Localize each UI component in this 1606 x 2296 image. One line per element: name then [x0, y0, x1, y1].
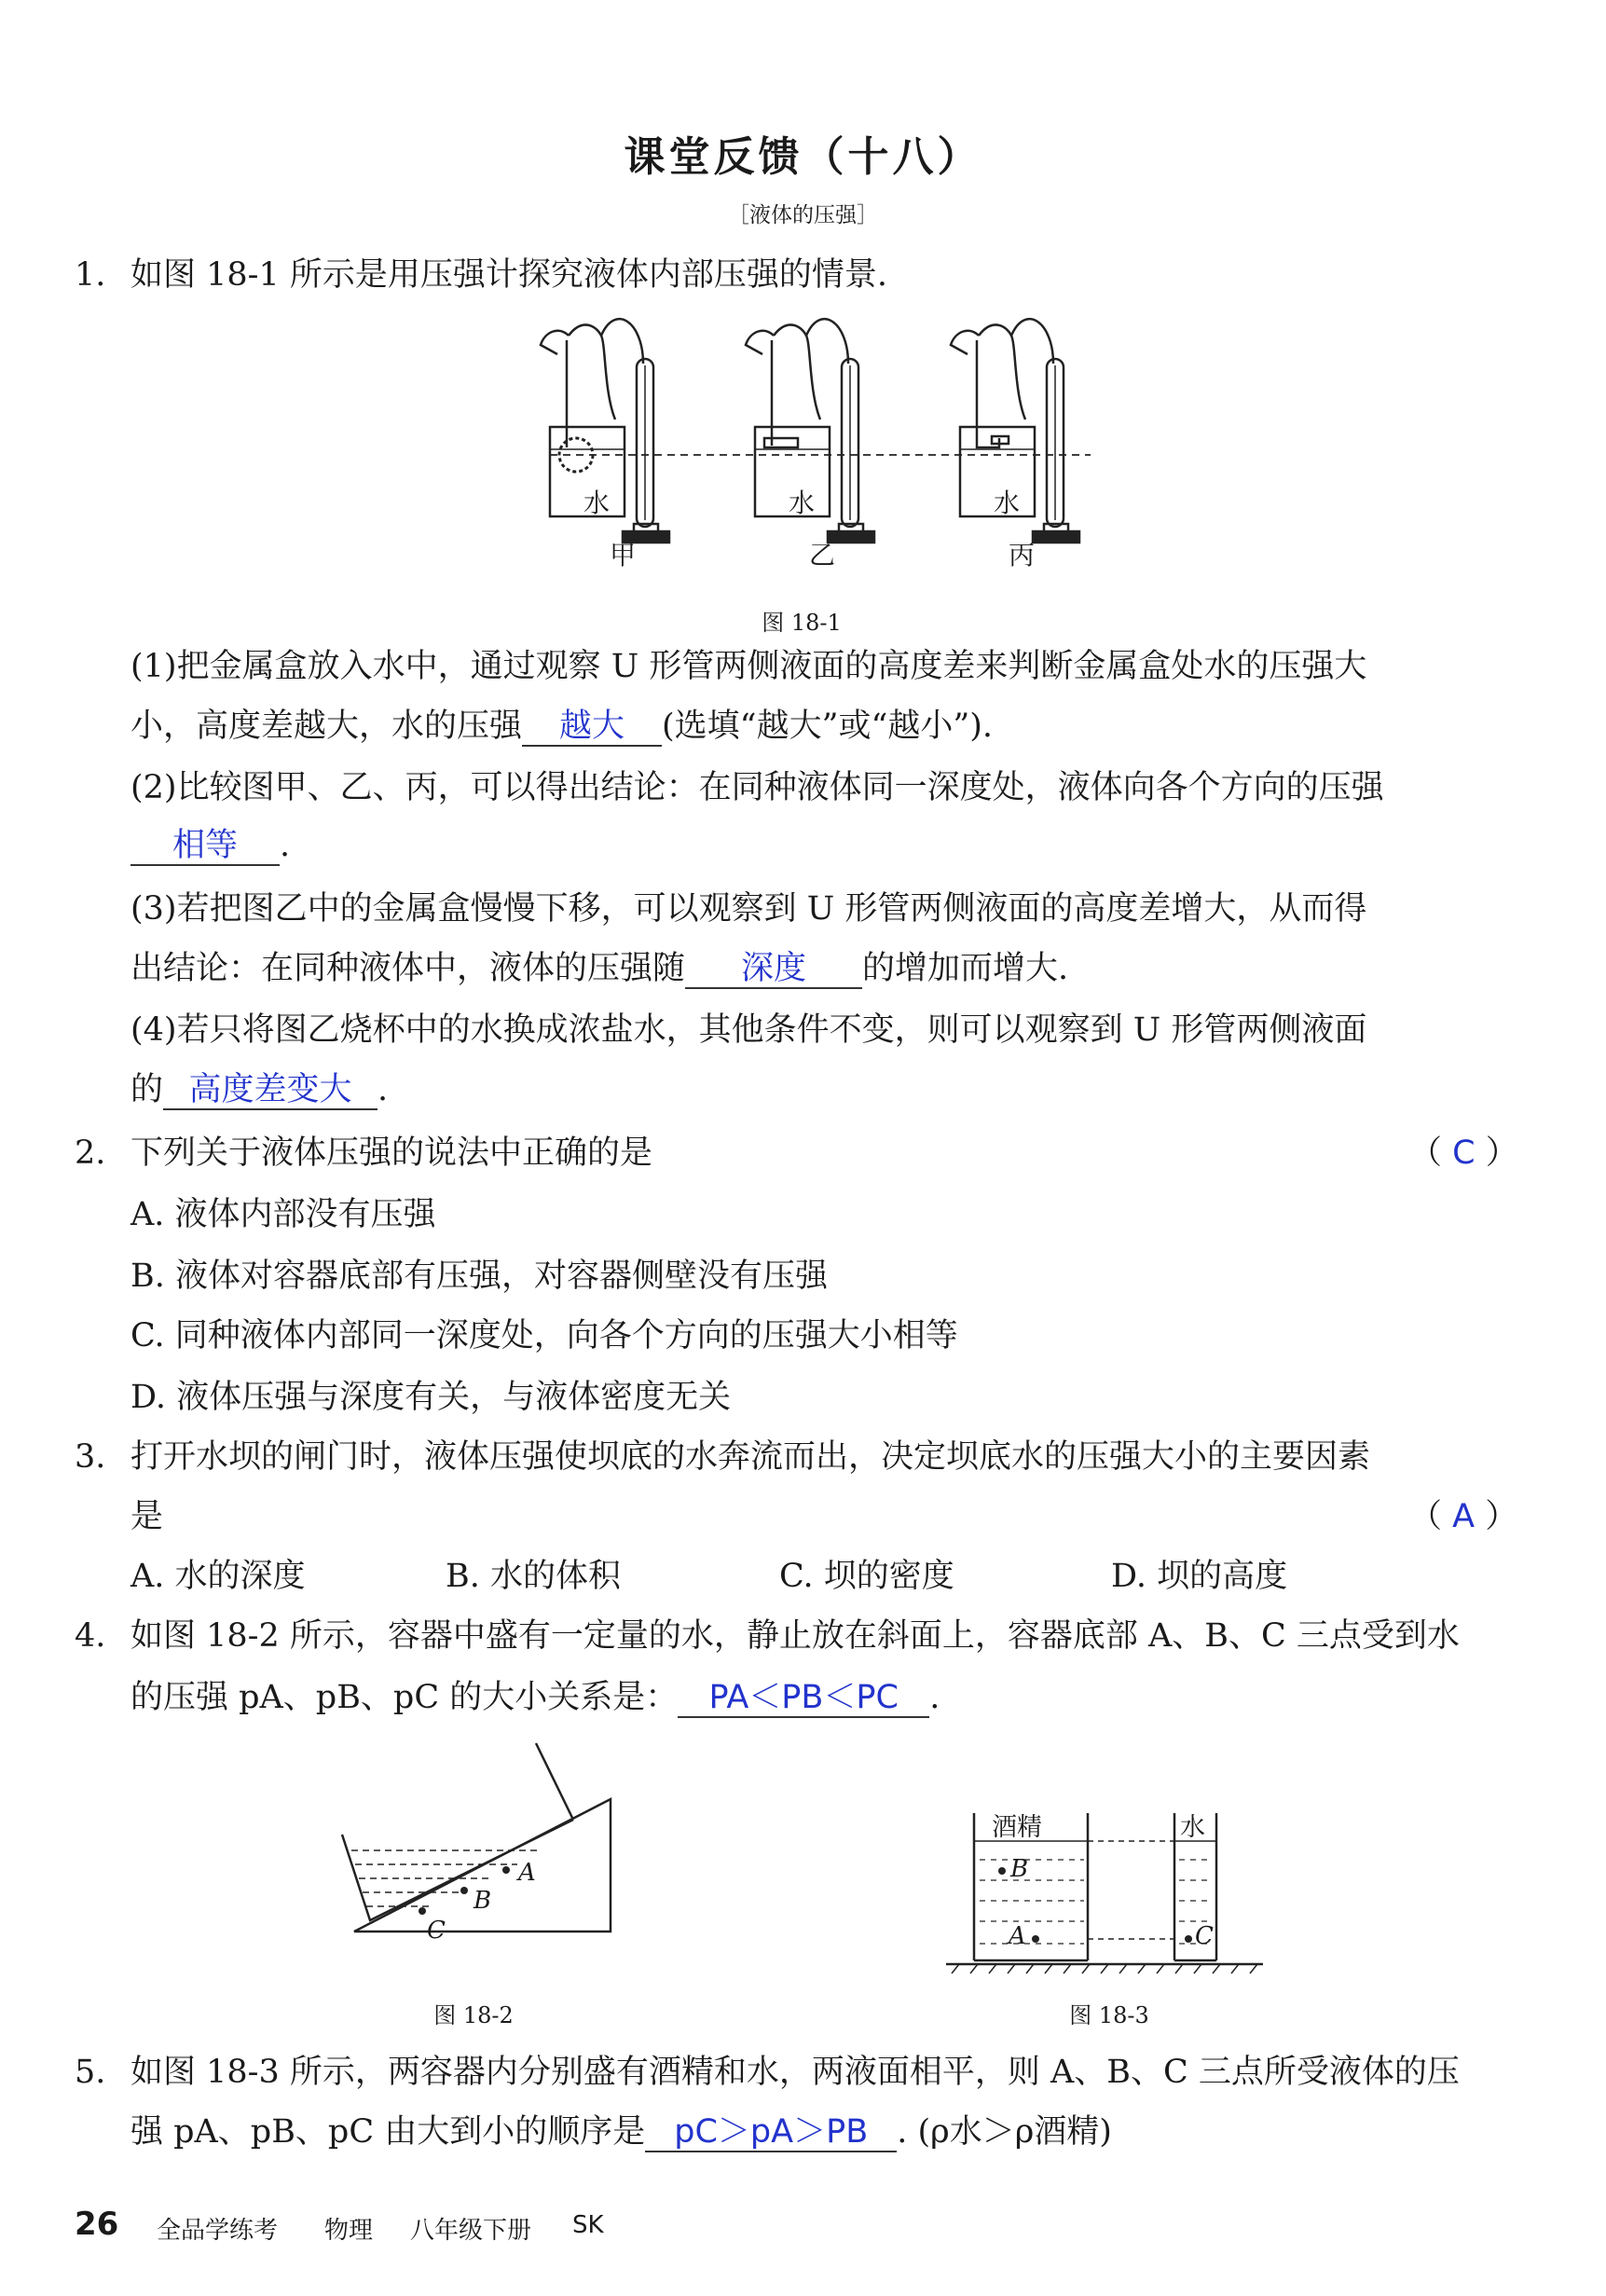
fig2-label-c: C: [427, 1917, 446, 1945]
question-2: 2. 下列关于液体压强的说法中正确的是: [75, 1134, 653, 1172]
figure-18-2: [331, 1734, 629, 1967]
point-c: [1185, 1935, 1192, 1943]
question-3: 3. 打开水坝的闸门时，液体压强使坝底的水奔流而出，决定坝底水的压强大小的主要因素: [75, 1438, 1371, 1476]
figure-18-3-caption: 图 18-3: [1069, 2002, 1149, 2028]
footer-subject: 物理: [324, 2217, 374, 2245]
fig3-label-c: C: [1195, 1922, 1214, 1950]
point-b: [998, 1867, 1006, 1875]
footer-edition: SK: [572, 2211, 604, 2239]
fig3-alcohol-label: 酒精: [992, 1813, 1042, 1842]
answer-blank[interactable]: PA＜PB＜PC: [678, 1679, 929, 1718]
q1-part4-line1: (4)若只将图乙烧杯中的水换成浓盐水，其他条件不变，则可以观察到 U 形管两侧液面: [130, 1011, 1367, 1049]
q2-option-a: A. 液体内部没有压强: [130, 1196, 436, 1233]
beaker-1-water-label: 水: [583, 488, 610, 518]
q3-option-c: C. 坝的密度: [779, 1558, 954, 1595]
q1-part1-line1: (1)把金属盒放入水中，通过观察 U 形管两侧液面的高度差来判断金属盒处水的压强大: [130, 648, 1367, 685]
q2-answer-bracket: （ C ）: [1409, 1134, 1518, 1172]
choice-answer[interactable]: C: [1452, 1134, 1476, 1172]
point-b: [460, 1887, 468, 1894]
question-1: [75, 254, 887, 296]
fig-label-yi: 乙: [808, 540, 835, 571]
footer-book: 全品学练考: [157, 2217, 279, 2245]
choice-answer[interactable]: A: [1452, 1498, 1476, 1535]
question-4: 4. 如图 18-2 所示，容器中盛有一定量的水，静止放在斜面上，容器底部 A、B、C 三点受到水: [75, 1617, 1460, 1655]
answer-blank[interactable]: 相等: [130, 827, 280, 866]
fig3-label-b: B: [1010, 1855, 1029, 1883]
footer-grade: 八年级下册: [410, 2217, 532, 2245]
figure-18-2-caption: 图 18-2: [433, 2002, 514, 2028]
fig3-water-label: 水: [1180, 1813, 1205, 1842]
section-subtitle: ［液体的压强］: [728, 203, 878, 227]
beaker-2-water-label: 水: [788, 488, 815, 518]
question-4-line2: 的压强 pA、pB、pC 的大小关系是： PA＜PB＜PC .: [130, 1679, 940, 1716]
q1-part4-line2: 的 高度差变大 .: [130, 1071, 389, 1108]
q2-option-c: C. 同种液体内部同一深度处，向各个方向的压强大小相等: [130, 1317, 958, 1354]
page-number: 26: [75, 2206, 119, 2243]
point-a: [502, 1866, 510, 1874]
q1-part3-line2: 出结论：在同种液体中，液体的压强随 深度 的增加而增大.: [130, 950, 1069, 987]
page-title: 课堂反馈（十八）: [624, 133, 982, 181]
question-number: 1.: [75, 256, 106, 294]
point-c: [419, 1907, 426, 1915]
q2-option-b: B. 液体对容器底部有压强，对容器侧壁没有压强: [130, 1258, 828, 1295]
fig-label-bing: 丙: [1008, 540, 1035, 571]
q3-option-d: D. 坝的高度: [1111, 1558, 1288, 1595]
figure-18-3: [937, 1804, 1282, 1981]
fig2-label-a: A: [518, 1859, 536, 1887]
answer-blank[interactable]: 深度: [685, 950, 862, 989]
fig3-label-a: A: [1009, 1922, 1026, 1950]
q2-option-d: D. 液体压强与深度有关，与液体密度无关: [130, 1379, 732, 1416]
fig2-label-b: B: [474, 1887, 492, 1915]
q3-option-b: B. 水的体积: [446, 1558, 621, 1595]
answer-blank[interactable]: pC＞pA＞PB: [645, 2113, 897, 2152]
fig-label-jia: 甲: [609, 540, 636, 571]
beaker-3-water-label: 水: [993, 488, 1020, 518]
question-5: 5. 如图 18-3 所示，两容器内分别盛有酒精和水，两液面相平，则 A、B、C 三点所受液体的压: [75, 2054, 1460, 2091]
q1-part2-line2: 相等 .: [130, 824, 290, 867]
question-5-line2: 强 pA、pB、pC 由大到小的顺序是 pC＞pA＞PB . (ρ水＞ρ酒精): [130, 2113, 1112, 2151]
q3-option-a: A. 水的深度: [130, 1558, 306, 1595]
answer-blank[interactable]: 越大: [522, 708, 662, 747]
q3-answer-bracket: （ A ）: [1409, 1498, 1518, 1535]
answer-blank[interactable]: 高度差变大: [163, 1071, 377, 1110]
q1-part1-line2: 小，高度差越大，水的压强 越大 (选填“越大”或“越小”).: [130, 708, 994, 745]
figure-18-1-caption: 图 18-1: [762, 610, 842, 636]
point-a: [1032, 1935, 1039, 1943]
q1-part2-line1: (2)比较图甲、乙、丙，可以得出结论：在同种液体同一深度处，液体向各个方向的压强: [130, 769, 1384, 806]
question-3-cont: 是: [130, 1498, 164, 1535]
q1-part3-line1: (3)若把图乙中的金属盒慢慢下移，可以观察到 U 形管两侧液面的高度差增大，从而得: [130, 890, 1367, 928]
question-stem: 如图 18-1 所示是用压强计探究液体内部压强的情景.: [130, 256, 888, 294]
